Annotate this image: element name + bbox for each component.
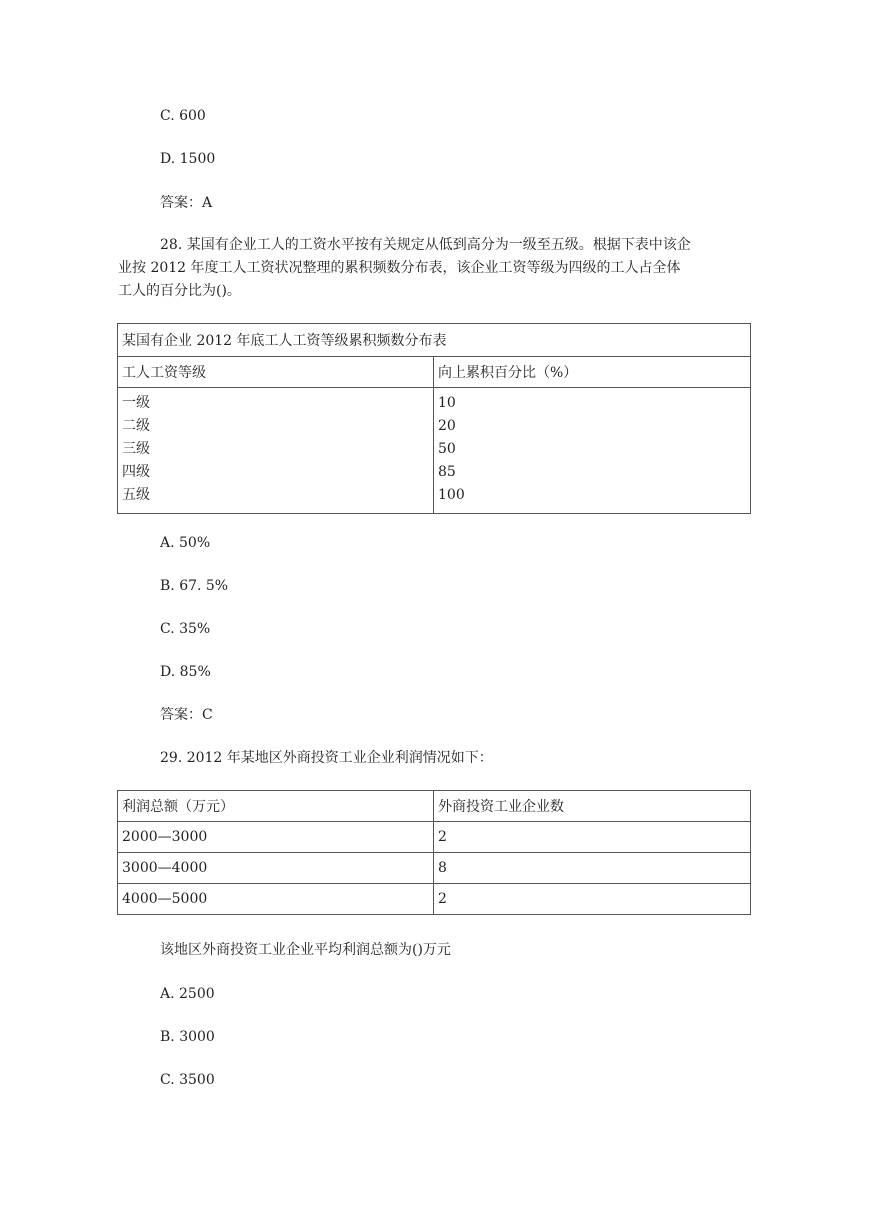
level-5: 五级 (122, 487, 150, 503)
table-row (118, 853, 751, 884)
header-enterprise-count: 外商投资工业企业数 (434, 791, 751, 822)
question-29-stem: 29. 2012 年某地区外商投资工业企业利润情况如下： (160, 750, 493, 766)
q29-question: 该地区外商投资工业企业平均利润总额为()万元 (160, 942, 451, 958)
header-profit-total: 利润总额（万元） (118, 791, 434, 822)
profit-range: 3000—4000 (118, 853, 434, 884)
enterprise-count: 8 (434, 853, 751, 884)
wage-level-cell (118, 388, 434, 514)
enterprise-count: 2 (434, 884, 751, 915)
value-2: 20 (438, 418, 456, 434)
question-28-stem (118, 234, 750, 303)
header-wage-level: 工人工资等级 (118, 357, 434, 388)
level-4: 四级 (122, 464, 150, 480)
q28-answer: 答案：C (160, 707, 213, 723)
q28-line-2: 业按 2012 年度工人工资状况整理的累积频数分布表，该企业工资等级为四级的工人占全体 (118, 260, 681, 276)
enterprise-count: 2 (434, 822, 751, 853)
q28-line-3: 工人的百分比为()。 (118, 283, 241, 299)
q29-option-a: A. 2500 (160, 986, 215, 1002)
cumulative-frequency-table (117, 323, 751, 514)
profit-range: 2000—3000 (118, 822, 434, 853)
profit-table (117, 790, 751, 915)
answer-prev: 答案：A (160, 195, 213, 211)
table-title: 某国有企业 2012 年底工人工资等级累积频数分布表 (118, 324, 751, 357)
option-c-prev: C. 600 (160, 108, 206, 124)
profit-range: 4000—5000 (118, 884, 434, 915)
q28-option-d: D. 85% (160, 664, 211, 680)
header-cumulative-percent: 向上累积百分比（%） (434, 357, 751, 388)
q28-line-1: 28. 某国有企业工人的工资水平按有关规定从低到高分为一级至五级。根据下表中该企 (160, 237, 691, 253)
level-3: 三级 (122, 441, 150, 457)
level-2: 二级 (122, 418, 150, 434)
table-row (118, 822, 751, 853)
q29-option-c: C. 3500 (160, 1072, 215, 1088)
q29-option-b: B. 3000 (160, 1029, 215, 1045)
value-3: 50 (438, 441, 456, 457)
cumulative-percent-cell (434, 388, 751, 514)
option-d-prev: D. 1500 (160, 151, 216, 167)
value-4: 85 (438, 464, 456, 480)
value-5: 100 (438, 487, 465, 503)
q28-option-a: A. 50% (160, 535, 211, 551)
value-1: 10 (438, 395, 456, 411)
level-1: 一级 (122, 395, 150, 411)
q28-option-c: C. 35% (160, 621, 211, 637)
table-row (118, 884, 751, 915)
q28-option-b: B. 67. 5% (160, 578, 229, 594)
